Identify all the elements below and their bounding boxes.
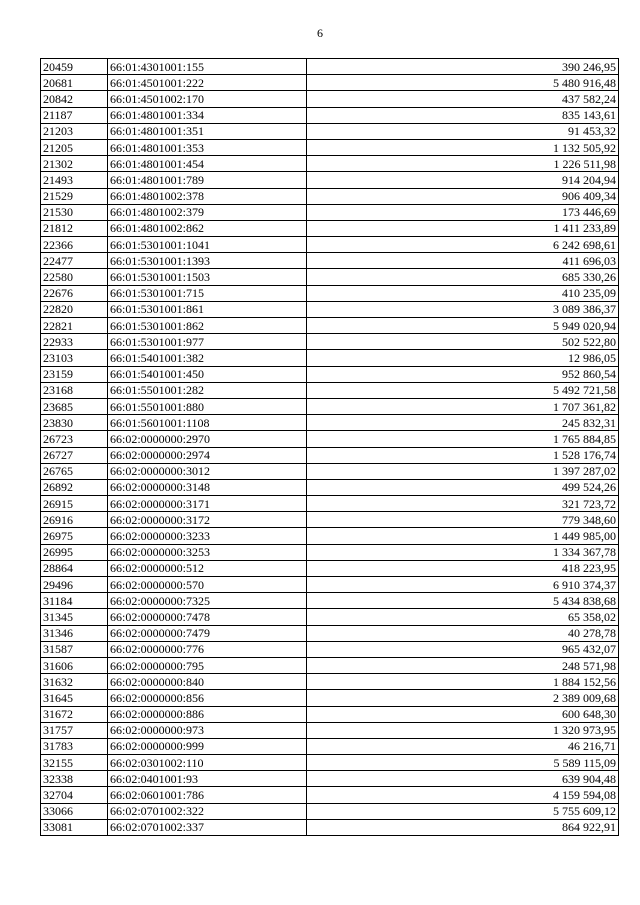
table-row [41, 188, 619, 204]
table-row [41, 560, 619, 576]
table-row [41, 123, 619, 139]
table-row [41, 544, 619, 560]
row-number-cell: 31757 [41, 722, 108, 738]
cadastral-number-cell: 66:01:5601001:1108 [108, 415, 307, 431]
table-row [41, 172, 619, 188]
table-row [41, 220, 619, 236]
cadastral-value-cell: 1 397 287,02 [307, 463, 619, 479]
row-number-cell: 31672 [41, 706, 108, 722]
cadastral-number-cell: 66:01:4801002:379 [108, 204, 307, 220]
table-row [41, 382, 619, 398]
cadastral-value-cell: 173 446,69 [307, 204, 619, 220]
table-row [41, 156, 619, 172]
table-row [41, 819, 619, 835]
row-number-cell: 31632 [41, 674, 108, 690]
table-row [41, 738, 619, 754]
cadastral-number-cell: 66:01:5301001:715 [108, 285, 307, 301]
row-number-cell: 21529 [41, 188, 108, 204]
cadastral-number-cell: 66:01:4501001:222 [108, 75, 307, 91]
table-row [41, 496, 619, 512]
cadastral-value-cell: 965 432,07 [307, 641, 619, 657]
table-body [41, 59, 619, 836]
cadastral-value-cell: 1 132 505,92 [307, 139, 619, 155]
cadastral-number-cell: 66:02:0000000:7325 [108, 593, 307, 609]
row-number-cell: 20842 [41, 91, 108, 107]
table-row [41, 706, 619, 722]
cadastral-value-cell: 1 528 176,74 [307, 447, 619, 463]
cadastral-number-cell: 66:02:0000000:840 [108, 674, 307, 690]
cadastral-number-cell: 66:01:5301001:977 [108, 334, 307, 350]
table-row [41, 334, 619, 350]
row-number-cell: 21203 [41, 123, 108, 139]
cadastral-value-cell: 65 358,02 [307, 609, 619, 625]
cadastral-number-cell: 66:02:0000000:3233 [108, 528, 307, 544]
cadastral-value-cell: 46 216,71 [307, 738, 619, 754]
cadastral-value-cell: 1 411 233,89 [307, 220, 619, 236]
table-row [41, 301, 619, 317]
table-row [41, 59, 619, 75]
row-number-cell: 20459 [41, 59, 108, 75]
cadastral-value-cell: 4 159 594,08 [307, 787, 619, 803]
table-row [41, 787, 619, 803]
row-number-cell: 31346 [41, 625, 108, 641]
table-row [41, 253, 619, 269]
cadastral-number-cell: 66:01:5301001:1041 [108, 237, 307, 253]
cadastral-number-cell: 66:02:0000000:7478 [108, 609, 307, 625]
cadastral-value-cell: 6 910 374,37 [307, 577, 619, 593]
row-number-cell: 33081 [41, 819, 108, 835]
row-number-cell: 21302 [41, 156, 108, 172]
table-row [41, 479, 619, 495]
cadastral-value-cell: 248 571,98 [307, 657, 619, 673]
cadastral-number-cell: 66:02:0701002:337 [108, 819, 307, 835]
cadastral-number-cell: 66:01:4801001:454 [108, 156, 307, 172]
table-row [41, 204, 619, 220]
row-number-cell: 26975 [41, 528, 108, 544]
cadastral-number-cell: 66:02:0000000:512 [108, 560, 307, 576]
cadastral-number-cell: 66:01:5301001:862 [108, 318, 307, 334]
cadastral-value-cell: 864 922,91 [307, 819, 619, 835]
cadastral-number-cell: 66:01:4801001:789 [108, 172, 307, 188]
cadastral-value-cell: 40 278,78 [307, 625, 619, 641]
cadastral-value-cell: 1 707 361,82 [307, 398, 619, 414]
cadastral-number-cell: 66:02:0000000:999 [108, 738, 307, 754]
cadastral-value-cell: 639 904,48 [307, 771, 619, 787]
cadastral-value-cell: 779 348,60 [307, 512, 619, 528]
cadastral-value-cell: 5 949 020,94 [307, 318, 619, 334]
row-number-cell: 32338 [41, 771, 108, 787]
cadastral-number-cell: 66:02:0000000:856 [108, 690, 307, 706]
table-row [41, 641, 619, 657]
row-number-cell: 26727 [41, 447, 108, 463]
cadastral-number-cell: 66:01:5301001:861 [108, 301, 307, 317]
cadastral-value-cell: 411 696,03 [307, 253, 619, 269]
table-row [41, 366, 619, 382]
cadastral-number-cell: 66:01:4301001:155 [108, 59, 307, 75]
cadastral-value-cell: 914 204,94 [307, 172, 619, 188]
cadastral-number-cell: 66:01:4501002:170 [108, 91, 307, 107]
row-number-cell: 33066 [41, 803, 108, 819]
cadastral-number-cell: 66:02:0000000:2970 [108, 431, 307, 447]
cadastral-number-cell: 66:02:0000000:795 [108, 657, 307, 673]
row-number-cell: 31606 [41, 657, 108, 673]
cadastral-value-cell: 3 089 386,37 [307, 301, 619, 317]
table-row [41, 91, 619, 107]
row-number-cell: 31345 [41, 609, 108, 625]
cadastral-value-cell: 418 223,95 [307, 560, 619, 576]
table-row [41, 657, 619, 673]
cadastral-number-cell: 66:02:0000000:3012 [108, 463, 307, 479]
cadastral-value-cell: 1 884 152,56 [307, 674, 619, 690]
cadastral-number-cell: 66:01:5501001:880 [108, 398, 307, 414]
row-number-cell: 26765 [41, 463, 108, 479]
row-number-cell: 26995 [41, 544, 108, 560]
cadastral-value-cell: 600 648,30 [307, 706, 619, 722]
row-number-cell: 22821 [41, 318, 108, 334]
cadastral-number-cell: 66:02:0000000:776 [108, 641, 307, 657]
table-row [41, 722, 619, 738]
row-number-cell: 23830 [41, 415, 108, 431]
row-number-cell: 26723 [41, 431, 108, 447]
cadastral-number-cell: 66:01:5301001:1503 [108, 269, 307, 285]
row-number-cell: 31645 [41, 690, 108, 706]
cadastral-value-cell: 952 860,54 [307, 366, 619, 382]
row-number-cell: 23168 [41, 382, 108, 398]
table-row [41, 577, 619, 593]
table-row [41, 463, 619, 479]
cadastral-number-cell: 66:01:5301001:1393 [108, 253, 307, 269]
table-row [41, 803, 619, 819]
row-number-cell: 20681 [41, 75, 108, 91]
cadastral-number-cell: 66:02:0000000:2974 [108, 447, 307, 463]
cadastral-value-cell: 321 723,72 [307, 496, 619, 512]
row-number-cell: 22820 [41, 301, 108, 317]
row-number-cell: 23103 [41, 350, 108, 366]
cadastral-value-cell: 6 242 698,61 [307, 237, 619, 253]
row-number-cell: 21493 [41, 172, 108, 188]
cadastral-number-cell: 66:02:0000000:570 [108, 577, 307, 593]
table-row [41, 771, 619, 787]
cadastral-number-cell: 66:02:0000000:7479 [108, 625, 307, 641]
cadastral-value-table [40, 58, 619, 836]
row-number-cell: 31783 [41, 738, 108, 754]
table-row [41, 237, 619, 253]
table-row [41, 318, 619, 334]
cadastral-value-cell: 91 453,32 [307, 123, 619, 139]
row-number-cell: 23685 [41, 398, 108, 414]
table-row [41, 139, 619, 155]
table-row [41, 609, 619, 625]
cadastral-value-cell: 5 480 916,48 [307, 75, 619, 91]
cadastral-number-cell: 66:02:0000000:3172 [108, 512, 307, 528]
cadastral-number-cell: 66:02:0401001:93 [108, 771, 307, 787]
table-row [41, 512, 619, 528]
cadastral-value-cell: 1 765 884,85 [307, 431, 619, 447]
cadastral-number-cell: 66:01:4801001:334 [108, 107, 307, 123]
row-number-cell: 29496 [41, 577, 108, 593]
cadastral-value-cell: 502 522,80 [307, 334, 619, 350]
cadastral-number-cell: 66:01:5501001:282 [108, 382, 307, 398]
cadastral-value-cell: 2 389 009,68 [307, 690, 619, 706]
cadastral-value-cell: 835 143,61 [307, 107, 619, 123]
row-number-cell: 22477 [41, 253, 108, 269]
table-row [41, 75, 619, 91]
table-row [41, 528, 619, 544]
table-row [41, 690, 619, 706]
cadastral-number-cell: 66:01:5401001:382 [108, 350, 307, 366]
cadastral-number-cell: 66:02:0701002:322 [108, 803, 307, 819]
cadastral-number-cell: 66:02:0000000:973 [108, 722, 307, 738]
cadastral-value-cell: 1 226 511,98 [307, 156, 619, 172]
table-row [41, 398, 619, 414]
row-number-cell: 32155 [41, 755, 108, 771]
cadastral-value-cell: 410 235,09 [307, 285, 619, 301]
cadastral-value-cell: 5 755 609,12 [307, 803, 619, 819]
cadastral-number-cell: 66:01:5401001:450 [108, 366, 307, 382]
cadastral-value-cell: 499 524,26 [307, 479, 619, 495]
cadastral-value-cell: 1 320 973,95 [307, 722, 619, 738]
table-row [41, 285, 619, 301]
row-number-cell: 28864 [41, 560, 108, 576]
cadastral-number-cell: 66:02:0000000:3253 [108, 544, 307, 560]
row-number-cell: 26892 [41, 479, 108, 495]
cadastral-value-cell: 12 986,05 [307, 350, 619, 366]
cadastral-value-cell: 685 330,26 [307, 269, 619, 285]
table-row [41, 755, 619, 771]
cadastral-value-cell: 5 434 838,68 [307, 593, 619, 609]
row-number-cell: 22580 [41, 269, 108, 285]
row-number-cell: 26916 [41, 512, 108, 528]
cadastral-value-cell: 5 492 721,58 [307, 382, 619, 398]
cadastral-number-cell: 66:01:4801002:378 [108, 188, 307, 204]
row-number-cell: 22366 [41, 237, 108, 253]
row-number-cell: 21187 [41, 107, 108, 123]
table-row [41, 269, 619, 285]
table-row [41, 431, 619, 447]
cadastral-number-cell: 66:01:4801002:862 [108, 220, 307, 236]
table-row [41, 350, 619, 366]
cadastral-value-cell: 245 832,31 [307, 415, 619, 431]
cadastral-number-cell: 66:01:4801001:351 [108, 123, 307, 139]
table-row [41, 593, 619, 609]
table-row [41, 674, 619, 690]
row-number-cell: 32704 [41, 787, 108, 803]
cadastral-value-cell: 906 409,34 [307, 188, 619, 204]
row-number-cell: 26915 [41, 496, 108, 512]
row-number-cell: 21205 [41, 139, 108, 155]
cadastral-value-cell: 1 334 367,78 [307, 544, 619, 560]
page-number: 6 [317, 26, 323, 40]
cadastral-number-cell: 66:02:0301002:110 [108, 755, 307, 771]
cadastral-value-cell: 437 582,24 [307, 91, 619, 107]
cadastral-number-cell: 66:02:0000000:3148 [108, 479, 307, 495]
cadastral-number-cell: 66:02:0000000:3171 [108, 496, 307, 512]
row-number-cell: 22933 [41, 334, 108, 350]
row-number-cell: 23159 [41, 366, 108, 382]
row-number-cell: 31184 [41, 593, 108, 609]
row-number-cell: 21530 [41, 204, 108, 220]
row-number-cell: 22676 [41, 285, 108, 301]
table-row [41, 107, 619, 123]
cadastral-number-cell: 66:01:4801001:353 [108, 139, 307, 155]
row-number-cell: 31587 [41, 641, 108, 657]
table-row [41, 447, 619, 463]
cadastral-value-cell: 390 246,95 [307, 59, 619, 75]
cadastral-number-cell: 66:02:0000000:886 [108, 706, 307, 722]
cadastral-value-cell: 1 449 985,00 [307, 528, 619, 544]
table-row [41, 415, 619, 431]
cadastral-value-cell: 5 589 115,09 [307, 755, 619, 771]
cadastral-number-cell: 66:02:0601001:786 [108, 787, 307, 803]
row-number-cell: 21812 [41, 220, 108, 236]
table-row [41, 625, 619, 641]
